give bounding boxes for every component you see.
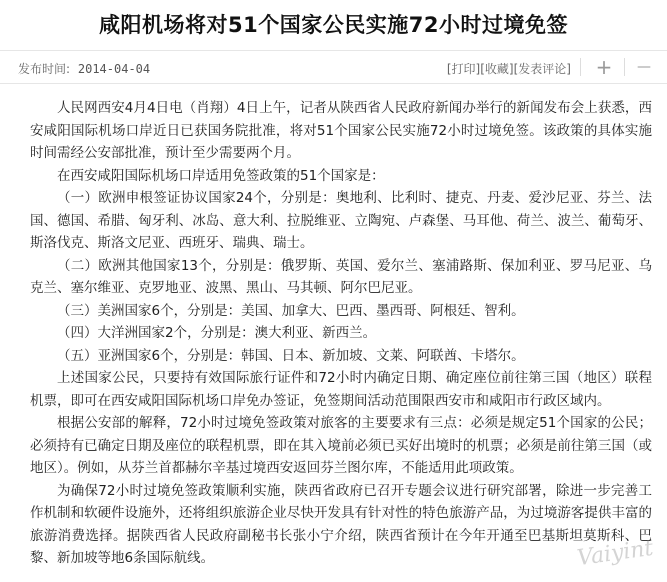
page-title: 咸阳机场将对51个国家公民实施72小时过境免签 [99, 13, 568, 37]
paragraph-requirements: 上述国家公民，只要持有效国际旅行证件和72小时内确定日期、确定座位前往第三国（地区）联程机票，即可在西安咸阳国际机场口岸免办签证，免签期间活动范围限西安市和咸阳市行政区域内。 [30, 370, 652, 409]
paragraph-country-list-heading: 在西安咸阳国际机场口岸适用免签政策的51个国家是： [57, 167, 385, 184]
watermark: Vaiyint [575, 535, 655, 572]
divider [624, 58, 625, 76]
zoom-in-icon[interactable]: + [595, 55, 613, 79]
publish-label: 发布时间: [18, 62, 71, 76]
publish-date: 2014-04-04 [77, 62, 151, 76]
paragraph-oceania: （四）大洋洲国家2个，分别是：澳大利亚、新西兰。 [57, 325, 377, 341]
paragraph-implementation: 为确保72小时过境免签政策顺利实施，陕西省政府已召开专题会议进行研究部署，除进一步完善工作机制和软硬件设施外，还将组织旅游企业尽快开发具有针对性的特色旅游产品，为过境游客提供丰富的旅游消费选择。据陕西省人民政府副秘书长张小宁介绍，陕西省预计在今年开通至巴基斯坦莫斯科、巴黎、新加坡等地6条国际航线。 [30, 482, 652, 566]
print-link[interactable]: [打印] [446, 62, 481, 76]
paragraph-other-europe: （二）欧洲其他国家13个，分别是：俄罗斯、英国、爱尔兰、塞浦路斯、保加利亚、罗马尼亚、乌克兰、塞尔维亚、克罗地亚、波黑、黑山、马其顿、阿尔巴尼亚。 [30, 257, 652, 296]
paragraph-schengen: （一）欧洲申根签证协议国家24个，分别是：奥地利、比利时、捷克、丹麦、爱沙尼亚、芬兰、法国、德国、希腊、匈牙利、冰岛、意大利、拉脱维亚、立陶宛、卢森堡、马耳他、荷兰、波兰、葡萄牙、斯洛伐克、斯洛文尼亚、西班牙、瑞典、瑞士。 [30, 190, 652, 251]
paragraph-asia: （五）亚洲国家6个，分别是：韩国、日本、新加坡、文莱、阿联酋、卡塔尔。 [57, 347, 525, 364]
publish-info [18, 60, 150, 77]
article-meta-bar [0, 50, 667, 84]
paragraph-americas: （三）美洲国家6个，分别是：美国、加拿大、巴西、墨西哥、阿根廷、智利。 [57, 302, 525, 319]
article-actions [447, 60, 571, 77]
comment-link[interactable]: [发表评论] [513, 62, 571, 76]
divider [580, 58, 581, 76]
article-body [30, 97, 655, 572]
zoom-out-icon[interactable]: — [637, 59, 651, 75]
favorite-link[interactable]: [收藏] [480, 62, 514, 76]
paragraph-intro: 人民网西安4月4日电（肖翔）4日上午，记者从陕西省人民政府新闻办举行的新闻发布会上获悉，西安咸阳国际机场口岸近日已获国务院批准，将对51个国家公民实施72小时过境免签。该政策的具体实施时间需经公安部批准，预计至少需要两个月。 [30, 100, 652, 161]
paragraph-policy-explanation: 根据公安部的解释，72小时过境免签政策对旅客的主要要求有三点：必须是规定51个国家的公民；必须持有已确定日期及座位的联程机票，即在其入境前必须已买好出境时的机票；必须是前往第三国（或地区）。例如，从芬兰首都赫尔辛基过境西安返回芬兰图尔库，不能适用此项政策。 [30, 415, 652, 476]
